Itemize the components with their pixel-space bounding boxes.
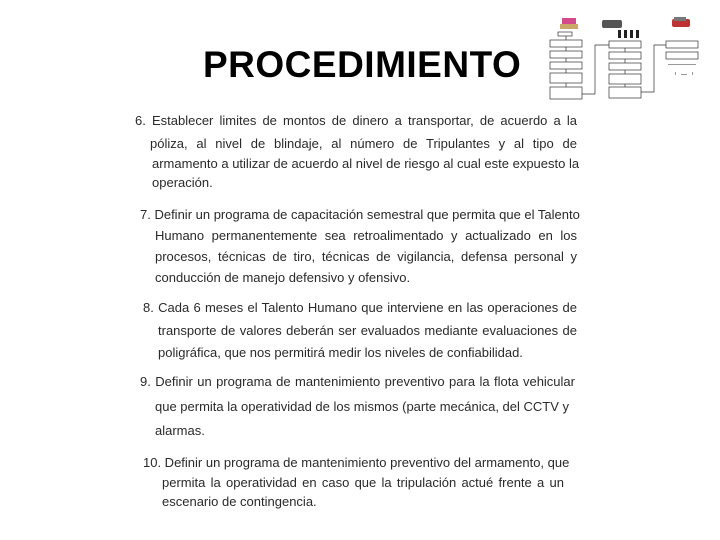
item-line: procesos, técnicas de tiro, técnicas de vigilancia, defensa personal y (155, 249, 577, 264)
armored-truck-icon (602, 20, 622, 28)
armored-car-icon (672, 17, 690, 27)
item-line: escenario de contingencia. (162, 494, 317, 509)
item-line: que permita la operatividad de los mismos (parte mecánica, del CCTV y (155, 399, 570, 414)
item-line: permita la operatividad en caso que la tripulación actué frente a un (162, 475, 564, 490)
item-line: Humano permanentemente sea retroalimentado y actualizado en los (155, 228, 577, 243)
item-line: armamento a utilizar de acuerdo al nivel de riesgo al cual este expuesto la (152, 156, 580, 171)
item-line: 9. Definir un programa de mantenimiento preventivo para la flota vehicular (140, 374, 575, 389)
slide-title: PROCEDIMIENTO (203, 44, 522, 85)
item-line: 10. Definir un programa de mantenimiento preventivo del armamento, que (143, 455, 570, 470)
item-line: alarmas. (155, 423, 205, 438)
item-line: conducción de manejo defensivo y ofensivo. (155, 270, 411, 285)
item-line: 8. Cada 6 meses el Talento Humano que interviene en las operaciones de (143, 300, 577, 315)
item-line: 7. Definir un programa de capacitación semestral que permita que el Talento (140, 207, 580, 222)
bank-icon (560, 18, 578, 29)
item-line: 6. Establecer limites de montos de dinero a transportar, de acuerdo a la (135, 113, 577, 128)
item-line: transporte de valores deberán ser evaluados mediante evaluaciones de (158, 323, 577, 338)
item-line: póliza, al nivel de blindaje, al número de Tripulantes y al tipo de (150, 136, 577, 151)
item-line: operación. (152, 175, 213, 190)
crew-icon (618, 30, 639, 38)
item-line: poligráfica, que nos permitirá medir los niveles de confiabilidad. (158, 345, 523, 360)
process-flow-diagram (540, 12, 720, 102)
